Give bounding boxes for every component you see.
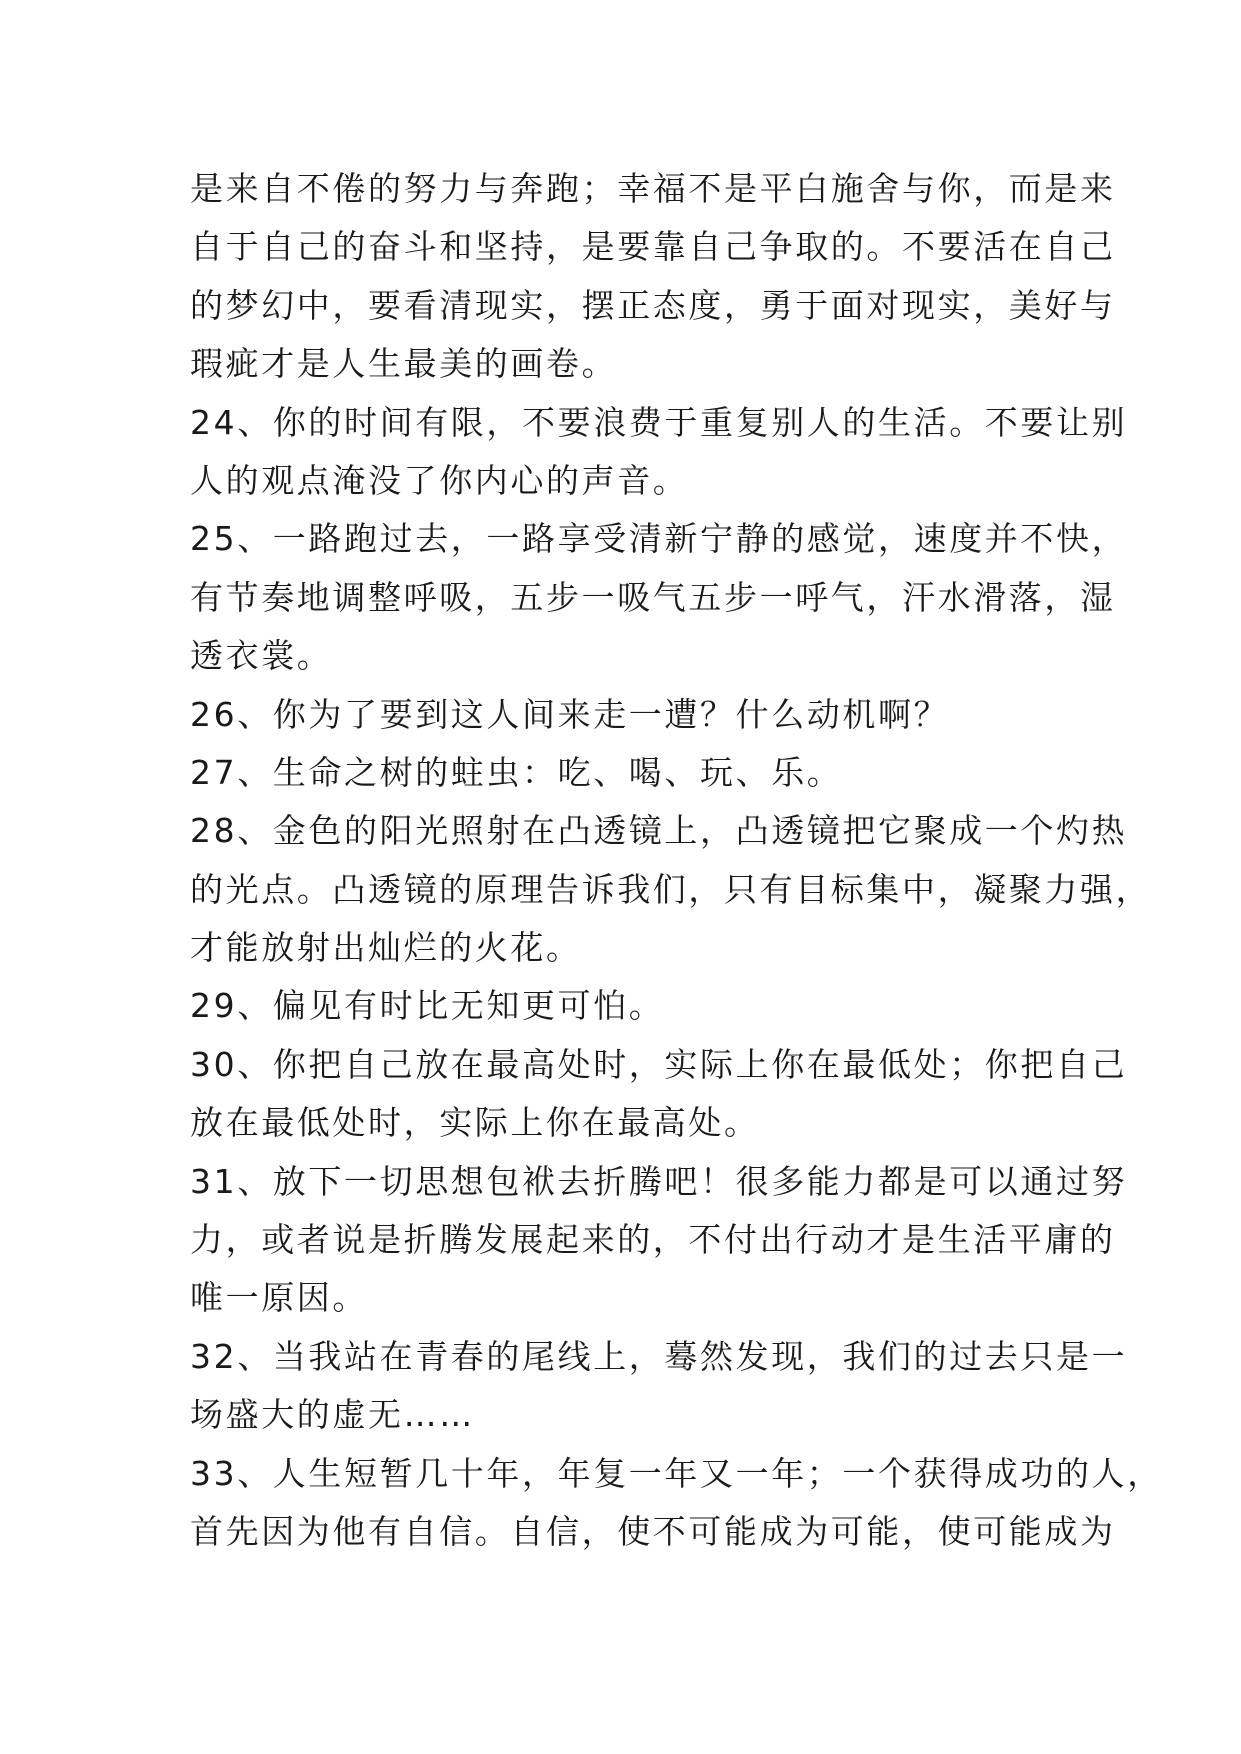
text-line: 自于自己的奋斗和坚持，是要靠自己争取的。不要活在自己 — [190, 227, 1116, 267]
text-line: 有节奏地调整呼吸，五步一吸气五步一呼气，汗水滑落，湿 — [190, 577, 1116, 617]
text-line: 31、放下一切思想包袱去折腾吧！很多能力都是可以通过努 — [190, 1161, 1128, 1201]
text-line: 首先因为他有自信。自信，使不可能成为可能，使可能成为 — [190, 1511, 1116, 1551]
text-line: 24、你的时间有限，不要浪费于重复别人的生活。不要让别 — [190, 402, 1128, 442]
text-line: 是来自不倦的努力与奔跑；幸福不是平白施舍与你，而是来 — [190, 169, 1116, 208]
text-line: 27、生命之树的蛀虫：吃、喝、玩、乐。 — [190, 752, 843, 792]
text-line: 30、你把自己放在最高处时，实际上你在最低处；你把自己 — [190, 1044, 1128, 1084]
text-line: 的梦幻中，要看清现实，摆正态度，勇于面对现实，美好与 — [190, 285, 1116, 325]
text-line: 人的观点淹没了你内心的声音。 — [190, 460, 689, 500]
text-line: 的光点。凸透镜的原理告诉我们，只有目标集中，凝聚力强， — [190, 869, 1152, 909]
text-line: 场盛大的虚无…… — [190, 1395, 475, 1435]
text-line: 放在最低处时，实际上你在最高处。 — [190, 1103, 760, 1143]
text-line: 28、金色的阳光照射在凸透镜上，凸透镜把它聚成一个灼热 — [190, 811, 1128, 851]
text-line: 25、一路跑过去，一路享受清新宁静的感觉，速度并不快， — [190, 519, 1128, 559]
text-line: 32、当我站在青春的尾线上，蓦然发现，我们的过去只是一 — [190, 1336, 1128, 1376]
text-line: 透衣裳。 — [190, 636, 333, 676]
body-text — [190, 160, 1163, 1561]
text-line: 瑕疵才是人生最美的画卷。 — [190, 344, 618, 384]
text-line: 唯一原因。 — [190, 1278, 368, 1318]
text-line: 33、人生短暂几十年，年复一年又一年；一个获得成功的人， — [190, 1453, 1163, 1493]
text-line: 才能放射出灿烂的火花。 — [190, 928, 582, 968]
text-line: 力，或者说是折腾发展起来的，不付出行动才是生活平庸的 — [190, 1220, 1116, 1260]
text-line: 29、偏见有时比无知更可怕。 — [190, 986, 665, 1026]
text-line: 26、你为了要到这人间来走一遭？什么动机啊？ — [190, 694, 950, 734]
